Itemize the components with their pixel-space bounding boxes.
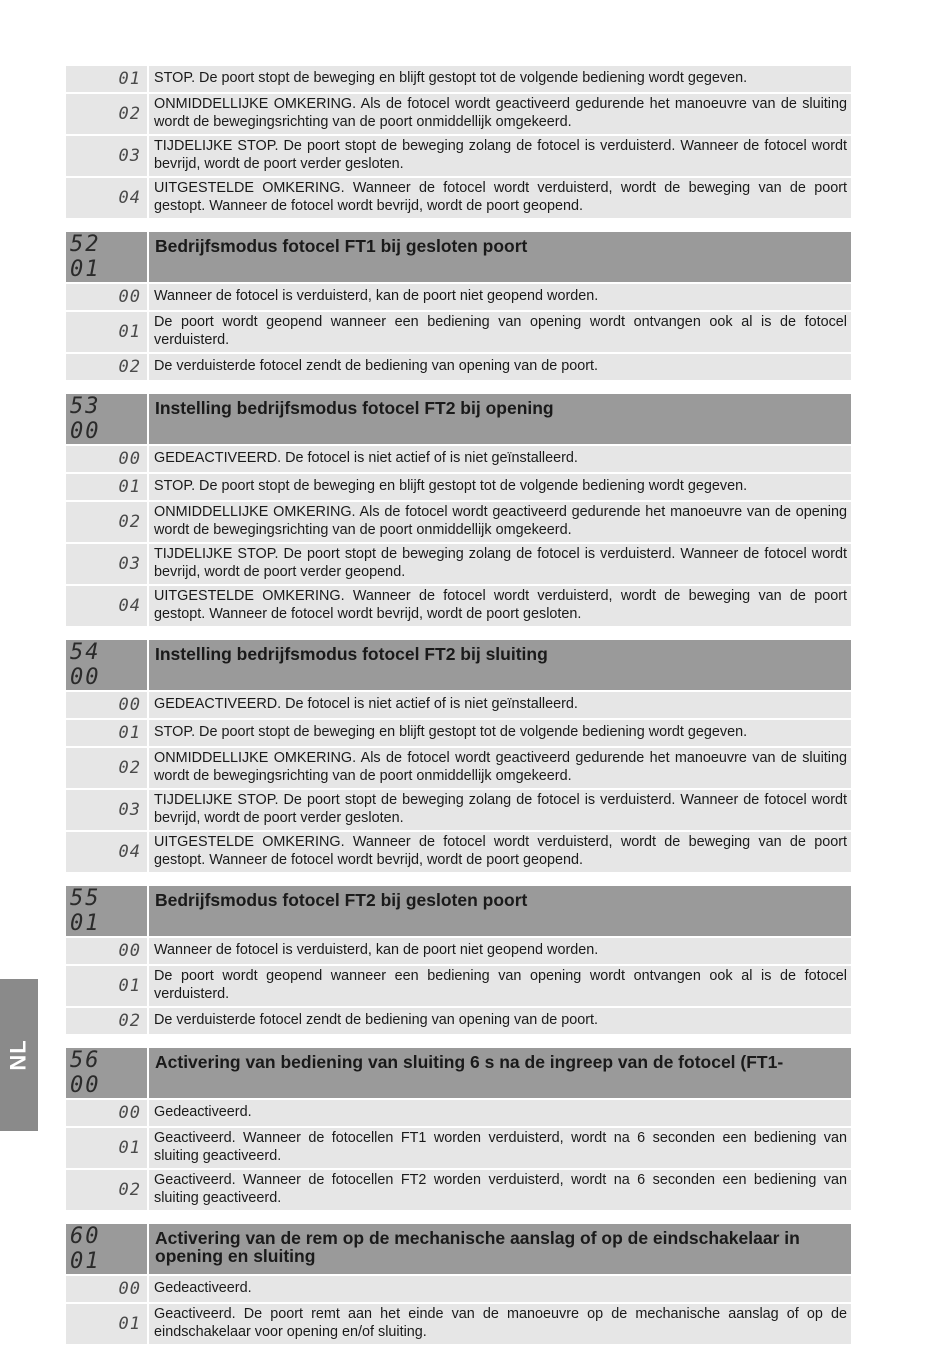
parameter-group (66, 1048, 851, 1210)
option-row (66, 354, 851, 380)
parameter-header (66, 886, 851, 936)
option-code: 04 (66, 832, 147, 872)
option-code: 00 (66, 446, 147, 472)
option-row (66, 136, 851, 176)
option-description: De poort wordt geopend wanneer een bediening van opening wordt ontvangen ook al is de fotocel verduisterd. (154, 968, 847, 1002)
option-cell (149, 1100, 851, 1126)
option-description: Geactiveerd. Wanneer de fotocellen FT1 worden verduisterd, wordt na 6 seconden een bediening van sluiting geactiveerd. (154, 1130, 847, 1164)
option-description: STOP. De poort stopt de beweging en blijft gestopt tot de volgende bediening wordt gegeven. (154, 69, 748, 86)
parameter-title: Activering van bediening van sluiting 6 s na de ingreep van de fotocel (FT1- (149, 1048, 851, 1098)
option-row (66, 502, 851, 542)
parameter-title: Bedrijfsmodus fotocel FT1 bij gesloten poort (149, 232, 851, 282)
option-description: TIJDELIJKE STOP. De poort stopt de beweging zolang de fotocel is verduisterd. Wanneer de fotocel wordt bevrijd, wordt de poort verder geopend. (154, 546, 847, 580)
option-cell (149, 446, 851, 472)
option-row (66, 1276, 851, 1302)
parameter-header (66, 394, 851, 444)
option-code: 03 (66, 136, 147, 176)
option-description: Gedeactiveerd. (154, 1103, 252, 1120)
option-code: 01 (66, 966, 147, 1006)
option-description: GEDEACTIVEERD. De fotocel is niet actief of is niet geïnstalleerd. (154, 449, 578, 466)
parameter-group (66, 232, 851, 380)
option-description: UITGESTELDE OMKERING. Wanneer de fotocel wordt verduisterd, wordt de beweging van de poort gestopt. Wanneer de fotocel wordt bevrijd, wordt de poort gesloten. (154, 588, 847, 622)
option-row (66, 178, 851, 218)
option-row (66, 312, 851, 352)
option-row (66, 544, 851, 584)
option-cell (149, 544, 851, 584)
option-description: Geactiveerd. De poort remt aan het einde van de manoeuvre op de mechanische aanslag of op de eindschakelaar voor opening en/of sluiting. (154, 1306, 847, 1340)
option-cell (149, 1128, 851, 1168)
option-row (66, 966, 851, 1006)
option-cell (149, 692, 851, 718)
option-code: 00 (66, 1276, 147, 1302)
option-description: STOP. De poort stopt de beweging en blijft gestopt tot de volgende bediening wordt gegeven. (154, 477, 748, 494)
parameter-header (66, 1048, 851, 1098)
option-row (66, 832, 851, 872)
option-row (66, 1304, 851, 1344)
option-row (66, 1100, 851, 1126)
language-tab-label: NL (5, 1039, 31, 1071)
option-code: 04 (66, 586, 147, 626)
option-row (66, 586, 851, 626)
option-code: 03 (66, 790, 147, 830)
option-description: ONMIDDELLIJKE OMKERING. Als de fotocel wordt geactiveerd gedurende het manoeuvre van de sluiting wordt de bewegingsrichting van de poort onmiddellijk omgekeerd. (154, 750, 847, 784)
option-row (66, 692, 851, 718)
option-description: ONMIDDELLIJKE OMKERING. Als de fotocel wordt geactiveerd gedurende het manoeuvre van de opening wordt de bewegingsrichting van de poort onmiddellijk omgekeerd. (154, 504, 847, 538)
option-row (66, 66, 851, 92)
option-description: TIJDELIJKE STOP. De poort stopt de beweging zolang de fotocel is verduisterd. Wanneer de fotocel wordt bevrijd, wordt de poort verder gesloten. (154, 792, 847, 826)
option-cell (149, 748, 851, 788)
option-cell (149, 1008, 851, 1034)
option-description: De verduisterde fotocel zendt de bediening van opening van de poort. (154, 1011, 599, 1028)
option-row (66, 938, 851, 964)
parameter-title: Instelling bedrijfsmodus fotocel FT2 bij sluiting (149, 640, 851, 690)
option-cell (149, 586, 851, 626)
option-row (66, 446, 851, 472)
option-code: 02 (66, 94, 147, 134)
option-code: 02 (66, 748, 147, 788)
parameter-header (66, 640, 851, 690)
option-cell (149, 966, 851, 1006)
option-code: 02 (66, 1008, 147, 1034)
option-code: 00 (66, 692, 147, 718)
option-description: GEDEACTIVEERD. De fotocel is niet actief of is niet geïnstalleerd. (154, 695, 578, 712)
option-row (66, 474, 851, 500)
option-code: 01 (66, 1128, 147, 1168)
option-cell (149, 178, 851, 218)
option-code: 00 (66, 938, 147, 964)
option-description: De poort wordt geopend wanneer een bediening van opening wordt ontvangen ook al is de fotocel verduisterd. (154, 314, 847, 348)
option-description: De verduisterde fotocel zendt de bediening van opening van de poort. (154, 357, 599, 374)
option-code: 01 (66, 66, 147, 92)
option-description: STOP. De poort stopt de beweging en blijft gestopt tot de volgende bediening wordt gegeven. (154, 723, 748, 740)
option-cell (149, 832, 851, 872)
option-cell (149, 474, 851, 500)
option-description: TIJDELIJKE STOP. De poort stopt de beweging zolang de fotocel is verduisterd. Wanneer de fotocel wordt bevrijd, wordt de poort verder gesloten. (154, 138, 847, 172)
parameter-code: 60 01 (66, 1224, 147, 1274)
option-description: UITGESTELDE OMKERING. Wanneer de fotocel wordt verduisterd, wordt de beweging van de poort gestopt. Wanneer de fotocel wordt bevrijd, wordt de poort geopend. (154, 180, 847, 214)
option-code: 03 (66, 544, 147, 584)
option-code: 00 (66, 284, 147, 310)
parameter-code: 53 00 (66, 394, 147, 444)
option-description: Gedeactiveerd. (154, 1279, 252, 1296)
option-cell (149, 938, 851, 964)
parameter-group (66, 394, 851, 626)
option-cell (149, 66, 851, 92)
option-cell (149, 312, 851, 352)
option-description: Geactiveerd. Wanneer de fotocellen FT2 worden verduisterd, wordt na 6 seconden een bediening van sluiting geactiveerd. (154, 1172, 847, 1206)
option-row (66, 1008, 851, 1034)
option-code: 01 (66, 312, 147, 352)
option-code: 00 (66, 1100, 147, 1126)
option-cell (149, 502, 851, 542)
option-description: UITGESTELDE OMKERING. Wanneer de fotocel wordt verduisterd, wordt de beweging van de poort gestopt. Wanneer de fotocel wordt bevrijd, wordt de poort geopend. (154, 834, 847, 868)
parameter-group (66, 66, 851, 218)
option-code: 01 (66, 1304, 147, 1344)
option-cell (149, 354, 851, 380)
option-code: 02 (66, 354, 147, 380)
option-code: 02 (66, 502, 147, 542)
parameter-code: 55 01 (66, 886, 147, 936)
option-cell (149, 94, 851, 134)
parameter-group (66, 640, 851, 872)
option-cell (149, 1276, 851, 1302)
option-description: Wanneer de fotocel is verduisterd, kan de poort niet geopend worden. (154, 941, 599, 958)
option-row (66, 790, 851, 830)
parameter-header (66, 1224, 851, 1274)
option-cell (149, 1170, 851, 1210)
option-code: 04 (66, 178, 147, 218)
option-description: Wanneer de fotocel is verduisterd, kan de poort niet geopend worden. (154, 287, 599, 304)
option-description: ONMIDDELLIJKE OMKERING. Als de fotocel wordt geactiveerd gedurende het manoeuvre van de sluiting wordt de bewegingsrichting van de poort onmiddellijk omgekeerd. (154, 96, 847, 130)
option-row (66, 748, 851, 788)
parameter-title: Instelling bedrijfsmodus fotocel FT2 bij opening (149, 394, 851, 444)
option-cell (149, 284, 851, 310)
option-row (66, 1170, 851, 1210)
parameter-code: 56 00 (66, 1048, 147, 1098)
parameter-code: 54 00 (66, 640, 147, 690)
option-row (66, 284, 851, 310)
parameter-code: 52 01 (66, 232, 147, 282)
option-code: 01 (66, 474, 147, 500)
option-code: 02 (66, 1170, 147, 1210)
option-cell (149, 136, 851, 176)
option-cell (149, 720, 851, 746)
language-tab (0, 979, 38, 1131)
parameter-title: Activering van de rem op de mechanische aanslag of op de eindschakelaar in opening en sluiting (149, 1224, 851, 1274)
settings-table (66, 66, 851, 1358)
option-cell (149, 790, 851, 830)
parameter-group (66, 1224, 851, 1344)
option-cell (149, 1304, 851, 1344)
option-row (66, 94, 851, 134)
option-row (66, 720, 851, 746)
option-code: 01 (66, 720, 147, 746)
parameter-header (66, 232, 851, 282)
option-row (66, 1128, 851, 1168)
parameter-title: Bedrijfsmodus fotocel FT2 bij gesloten poort (149, 886, 851, 936)
parameter-group (66, 886, 851, 1034)
